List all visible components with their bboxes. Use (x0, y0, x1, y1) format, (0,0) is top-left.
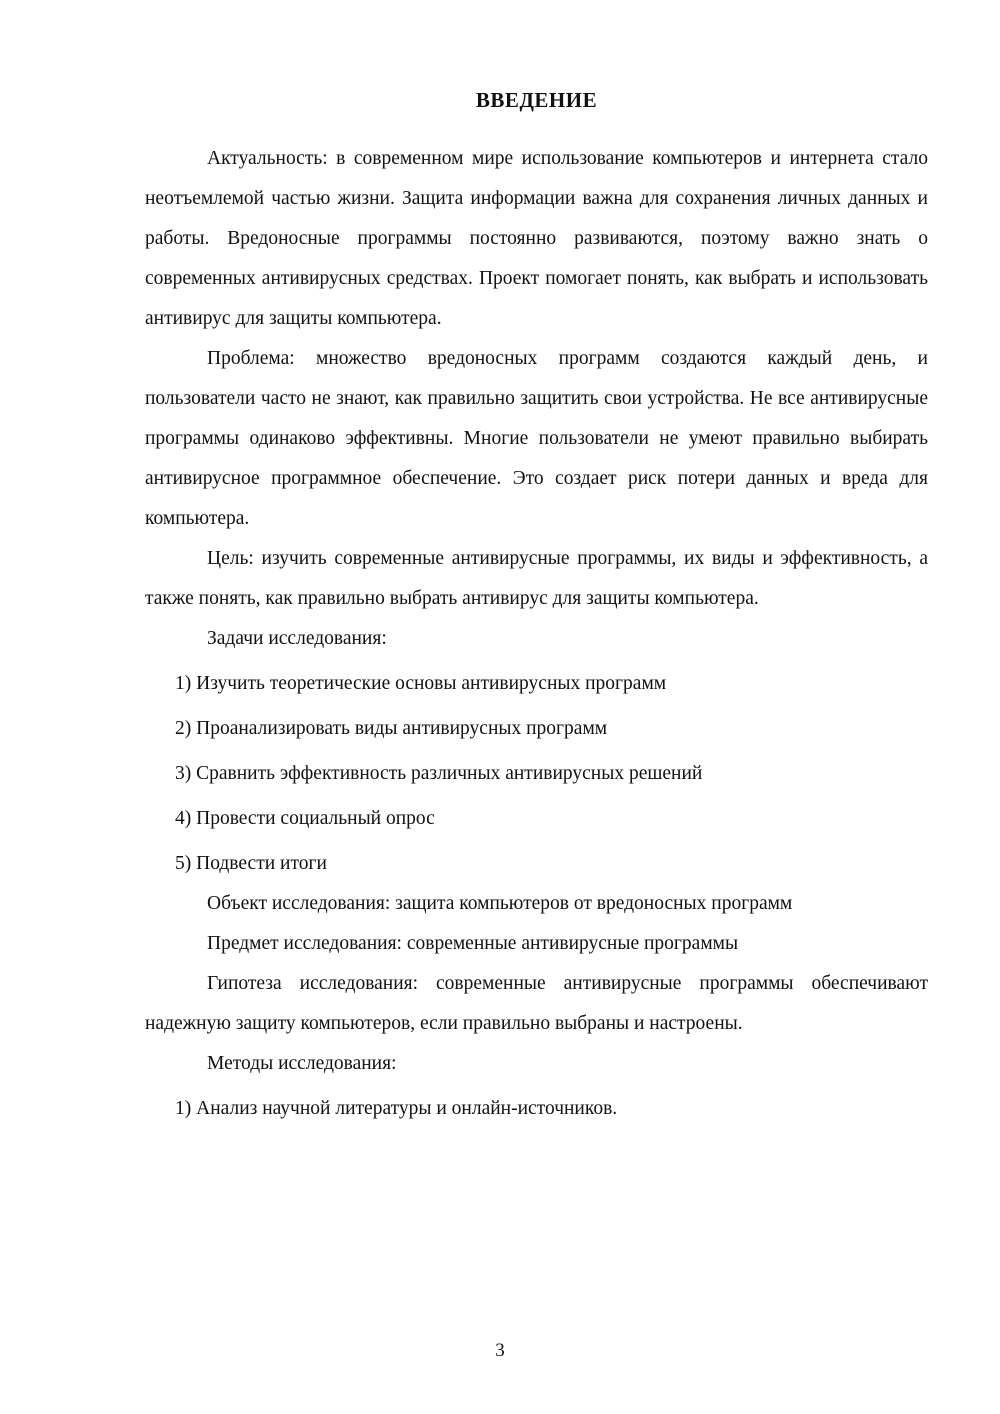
task-item-2: 2) Проанализировать виды антивирусных программ (175, 718, 608, 739)
method-item-1: 1) Анализ научной литературы и онлайн-источников. (175, 1098, 618, 1119)
task-item-3: 3) Сравнить эффективность различных антивирусных решений (175, 763, 703, 784)
page-number: 3 (495, 1340, 505, 1361)
paragraph-object: Объект исследования: защита компьютеров от вредоносных программ (207, 893, 793, 914)
tasks-heading: Задачи исследования: (207, 628, 387, 649)
task-item-5: 5) Подвести итоги (175, 853, 327, 874)
paragraph-goal: Цель: изучить современные антивирусные программы, их виды и эффективность, а также понять, как правильно выбрать антивирус для защиты компьютера. (145, 548, 928, 609)
paragraph-hypothesis: Гипотеза исследования: современные антивирусные программы обеспечивают надежную защиту компьютеров, если правильно выбраны и настроены. (145, 973, 928, 1034)
page-title: ВВЕДЕНИЕ (475, 88, 598, 112)
paragraph-subject: Предмет исследования: современные антивирусные программы (207, 933, 739, 954)
paragraph-relevance: Актуальность: в современном мире использование компьютеров и интернета стало неотъемлемой частью жизни. Защита информации важна для сохранения личных данных и работы. Вредоносные программы постоянно развиваются, поэтому важно знать о современных антивирусных средствах. Проект помогает понять, как выбрать и использовать антивирус для защиты компьютера. (145, 148, 928, 329)
task-item-4: 4) Провести социальный опрос (175, 808, 435, 829)
methods-heading: Методы исследования: (207, 1053, 397, 1074)
task-item-1: 1) Изучить теоретические основы антивирусных программ (175, 673, 667, 694)
paragraph-problem: Проблема: множество вредоносных программ создаются каждый день, и пользователи часто не знают, как правильно защитить свои устройства. Не все антивирусные программы одинаково эффективны. Многие пользователи не умеют правильно выбирать антивирусное программное обеспечение. Это создает риск потери данных и вреда для компьютера. (145, 348, 928, 529)
